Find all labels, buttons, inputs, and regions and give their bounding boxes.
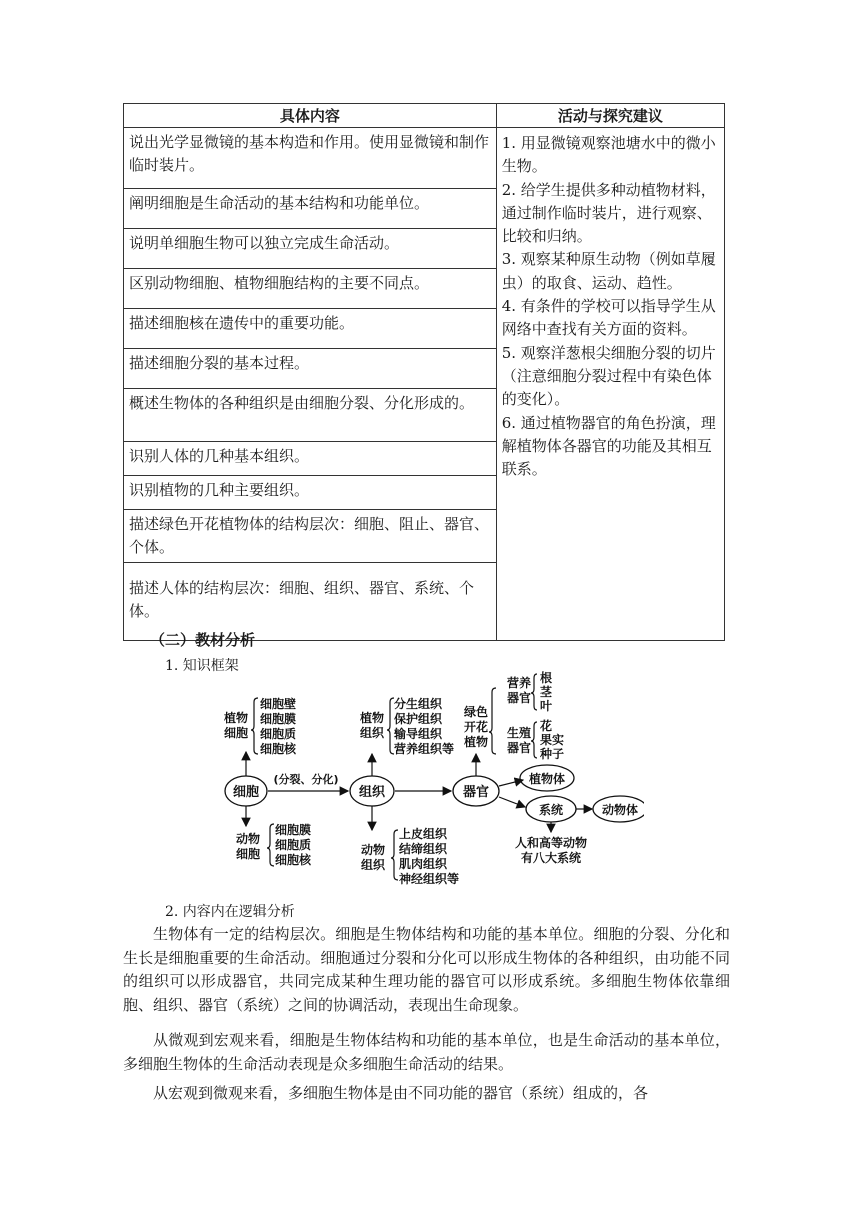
tissue-label: 组织 <box>358 785 386 800</box>
activity-cell <box>496 128 724 641</box>
animal-tissue-item: 上皮组织 <box>399 827 448 841</box>
animal-cell-part: 细胞膜 <box>275 823 312 837</box>
animal-tissue-item: 肌肉组织 <box>399 857 448 871</box>
plant-tissue-item: 保护组织 <box>394 712 443 726</box>
rep-organ-item: 种子 <box>540 747 565 761</box>
activity-item: 4. 有条件的学校可以指导学生从网络中查找有关方面的资料。 <box>501 297 716 339</box>
animal-cell-brace <box>267 824 274 866</box>
header-content: 具体内容 <box>124 104 497 128</box>
plant-cell-part: 细胞核 <box>260 742 297 756</box>
content-cell: 识别人体的几种基本组织。 <box>124 442 497 476</box>
green-plant-label-2: 开花 <box>464 720 489 734</box>
subsection-title: 1. 知识框架 <box>165 658 239 674</box>
human-note-line2: 有八大系统 <box>520 851 582 865</box>
table-row <box>124 128 725 189</box>
content-cell: 识别植物的几种主要组织。 <box>124 476 497 510</box>
veg-organ-brace <box>531 674 537 710</box>
organ-to-system-arrow <box>499 797 525 807</box>
green-plant-label-1: 绿色 <box>464 705 489 719</box>
green-plant-brace <box>489 688 496 754</box>
animal-tissue-item: 结缔组织 <box>399 842 448 856</box>
veg-organ-label-2: 器官 <box>507 691 532 705</box>
plant-cell-part: 细胞壁 <box>260 697 297 711</box>
rep-organ-item: 果实 <box>540 733 565 747</box>
animal-cell-label-2: 细胞 <box>236 847 261 861</box>
plant-tissue-label-2: 组织 <box>360 726 385 740</box>
animal-cell-label-1: 动物 <box>236 832 261 846</box>
plant-cell-part: 细胞膜 <box>260 712 297 726</box>
content-cell: 描述细胞分裂的基本过程。 <box>124 349 497 389</box>
animal-tissue-label-2: 组织 <box>361 858 386 872</box>
plant-tissue-brace <box>387 698 394 754</box>
veg-organ-item: 叶 <box>540 699 553 713</box>
animal-cell-part: 细胞质 <box>275 838 312 852</box>
content-cell: 描述人体的结构层次：细胞、组织、器官、系统、个体。 <box>124 563 497 641</box>
rep-organ-label-1: 生殖 <box>507 726 532 740</box>
animal-cell-part: 细胞核 <box>275 853 312 867</box>
subsection-title: 2. 内容内在逻辑分析 <box>165 904 295 920</box>
paragraph: 生物体有一定的结构层次。细胞是生物体结构和功能的基本单位。细胞的分裂、分化和生长是细胞重要的生命活动。细胞通过分裂和分化可以形成生物体的各种组织，由功能不同的组织可以形成器官，共同完成某种生理功能的器官可以形成系统。多细胞生物体依靠细胞、组织、器官（系统）之间的协调活动，表现出生命现象。 <box>123 925 730 1014</box>
rep-organ-brace <box>531 722 537 758</box>
plant-cell-label-1: 植物 <box>224 711 249 725</box>
animal-tissue-brace <box>391 830 398 880</box>
activity-item: 2. 给学生提供多种动植物材料，通过制作临时装片，进行观察、比较和归纳。 <box>501 180 716 246</box>
plant-body-label: 植物体 <box>528 772 566 786</box>
plant-cell-label-2: 细胞 <box>224 726 249 740</box>
content-cell: 阐明细胞是生命活动的基本结构和功能单位。 <box>124 189 497 229</box>
animal-tissue-item: 神经组织等 <box>399 872 460 886</box>
veg-organ-item: 茎 <box>540 685 553 699</box>
animal-body-label: 动物体 <box>601 803 639 817</box>
section-title: （二）教材分析 <box>150 631 256 649</box>
veg-organ-label-1: 营养 <box>507 676 532 690</box>
process-label: (分裂、分化) <box>273 773 339 786</box>
activity-item: 1. 用显微镜观察池塘水中的微小生物。 <box>501 134 716 176</box>
table-header-row <box>124 104 725 128</box>
organ-to-plant-arrow <box>499 780 523 786</box>
rep-organ-label-2: 器官 <box>507 741 532 755</box>
green-plant-label-3: 植物 <box>464 735 489 749</box>
activity-item: 3. 观察某种原生动物（例如草履虫）的取食、运动、趋性。 <box>501 250 716 292</box>
rep-organ-item: 花 <box>540 719 553 733</box>
header-activity: 活动与探究建议 <box>496 104 724 128</box>
cell-label: 细胞 <box>232 785 260 800</box>
content-cell: 概述生物体的各种组织是由细胞分裂、分化形成的。 <box>124 389 497 442</box>
content-cell: 描述绿色开花植物体的结构层次：细胞、阻止、器官、个体。 <box>124 510 497 563</box>
plant-tissue-item: 营养组织等 <box>394 742 455 756</box>
content-cell: 说明单细胞生物可以独立完成生命活动。 <box>124 229 497 269</box>
plant-cell-brace <box>251 698 258 754</box>
plant-cell-part: 细胞质 <box>260 727 297 741</box>
paragraph: 从微观到宏观来看，细胞是生物体结构和功能的基本单位，也是生命活动的基本单位，多细胞生物体的生命活动表现是众多细胞生命活动的结果。 <box>123 1031 730 1073</box>
knowledge-framework-diagram <box>224 670 644 890</box>
organ-label: 器官 <box>462 785 490 800</box>
paragraph: 从宏观到微观来看，多细胞生物体是由不同功能的器官（系统）组成的，各 <box>153 1084 649 1102</box>
plant-tissue-label-1: 植物 <box>360 711 385 725</box>
activity-item: 6. 通过植物器官的角色扮演，理解植物体各器官的功能及其相互联系。 <box>501 413 716 479</box>
activity-item: 5. 观察洋葱根尖细胞分裂的切片（注意细胞分裂过程中有染色体的变化）。 <box>501 343 716 409</box>
system-label: 系统 <box>538 803 564 817</box>
content-cell: 说出光学显微镜的基本构造和作用。使用显微镜和制作临时装片。 <box>124 128 497 189</box>
plant-tissue-item: 输导组织 <box>394 727 443 741</box>
curriculum-table <box>123 103 725 641</box>
content-cell: 描述细胞核在遗传中的重要功能。 <box>124 309 497 349</box>
veg-organ-item: 根 <box>540 671 553 685</box>
human-note-line1: 人和高等动物 <box>514 836 588 850</box>
content-cell: 区别动物细胞、植物细胞结构的主要不同点。 <box>124 269 497 309</box>
animal-tissue-label-1: 动物 <box>361 843 386 857</box>
plant-tissue-item: 分生组织 <box>394 697 443 711</box>
